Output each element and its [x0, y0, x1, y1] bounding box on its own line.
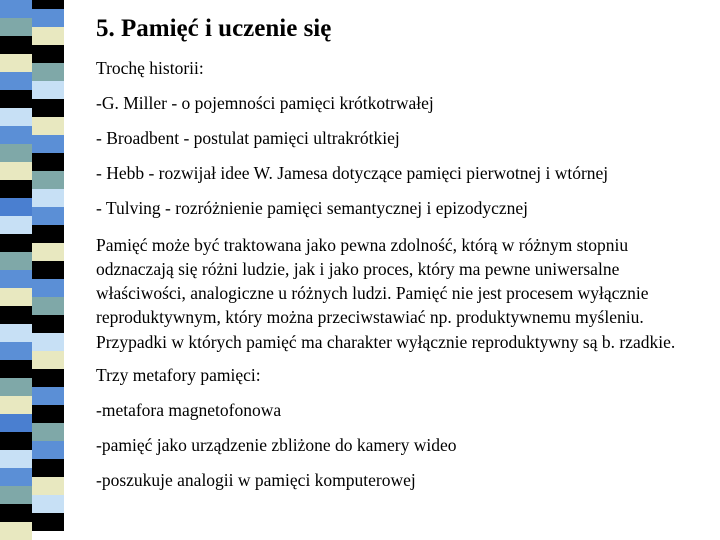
stripe-block [0, 162, 32, 180]
stripe-block [32, 387, 64, 405]
stripe-block [32, 405, 64, 423]
stripe-block [0, 522, 32, 540]
stripe-block [32, 225, 64, 243]
stripe-block [32, 351, 64, 369]
metaphor-item: -metafora magnetofonowa [96, 399, 282, 420]
stripe-block [32, 99, 64, 117]
stripe-block [0, 72, 32, 90]
history-item: - Hebb - rozwijał idee W. Jamesa dotyczące pamięci pierwotnej i wtórnej [96, 163, 609, 183]
stripe-block [32, 261, 64, 279]
stripe-block [0, 0, 32, 18]
stripe-column-right [32, 0, 64, 540]
stripe-block [32, 153, 64, 171]
stripe-block [32, 441, 64, 459]
stripe-block [32, 207, 64, 225]
decorative-stripe-border [0, 0, 64, 540]
history-item: - Tulving - rozróżnienie pamięci semantycznej i epizodycznej [96, 198, 529, 218]
stripe-block [0, 198, 32, 216]
stripe-block [0, 378, 32, 396]
stripe-block [32, 513, 64, 531]
metaphor-item: -pamięć jako urządzenie zbliżone do kamery wideo [96, 434, 457, 455]
stripe-block [32, 0, 64, 9]
slide-content [96, 14, 706, 505]
stripe-block [0, 396, 32, 414]
stripe-block [32, 63, 64, 81]
stripe-block [32, 9, 64, 27]
stripe-block [0, 450, 32, 468]
stripe-block [32, 315, 64, 333]
stripe-block [32, 135, 64, 153]
slide-title: 5. Pamięć i uczenie się [96, 15, 332, 42]
stripe-block [32, 117, 64, 135]
stripe-block [0, 18, 32, 36]
stripe-block [0, 126, 32, 144]
stripe-column-left [0, 0, 32, 540]
stripe-block [32, 189, 64, 207]
stripe-block [0, 324, 32, 342]
stripe-block [0, 306, 32, 324]
stripe-block [32, 27, 64, 45]
stripe-block [32, 45, 64, 63]
stripe-block [32, 423, 64, 441]
stripe-block [32, 171, 64, 189]
stripe-block [32, 279, 64, 297]
stripe-block [0, 144, 32, 162]
stripe-block [32, 369, 64, 387]
stripe-block [32, 495, 64, 513]
stripe-block [0, 288, 32, 306]
stripe-block [0, 36, 32, 54]
stripe-block [0, 108, 32, 126]
stripe-block [0, 342, 32, 360]
stripe-block [0, 432, 32, 450]
stripe-block [0, 468, 32, 486]
stripe-block [32, 333, 64, 351]
metaphor-item: -poszukuje analogii w pamięci komputerowej [96, 469, 416, 490]
stripe-block [0, 54, 32, 72]
stripe-block [32, 477, 64, 495]
stripe-block [0, 360, 32, 378]
stripe-block [0, 270, 32, 288]
memory-paragraph: Pamięć może być traktowana jako pewna zdolność, którą w różnym stopniu odznaczają się różni ludzie, jak i jako proces, który ma pewne uniwersalne właściwości, analogiczne u różnych ludzi. Pamięć nie jest procesem wyłącznie reproduktywnym, który można przeciwstawiać np. produktywnemu myśleniu. Przypadki w których pamięć ma charakter wyłącznie reproduktywny są b. rzadkie. [96, 235, 676, 352]
history-item: - Broadbent - postulat pamięci ultrakrótkiej [96, 128, 400, 148]
stripe-block [0, 414, 32, 432]
stripe-block [0, 252, 32, 270]
stripe-block [0, 486, 32, 504]
history-intro: Trochę historii: [96, 58, 204, 78]
stripe-block [0, 504, 32, 522]
stripe-block [32, 243, 64, 261]
stripe-block [32, 459, 64, 477]
stripe-block [0, 234, 32, 252]
stripe-block [0, 180, 32, 198]
stripe-block [0, 216, 32, 234]
stripe-block [32, 81, 64, 99]
stripe-block [0, 90, 32, 108]
history-item: -G. Miller - o pojemności pamięci krótkotrwałej [96, 93, 434, 113]
metaphors-heading: Trzy metafory pamięci: [96, 364, 261, 385]
stripe-block [32, 297, 64, 315]
